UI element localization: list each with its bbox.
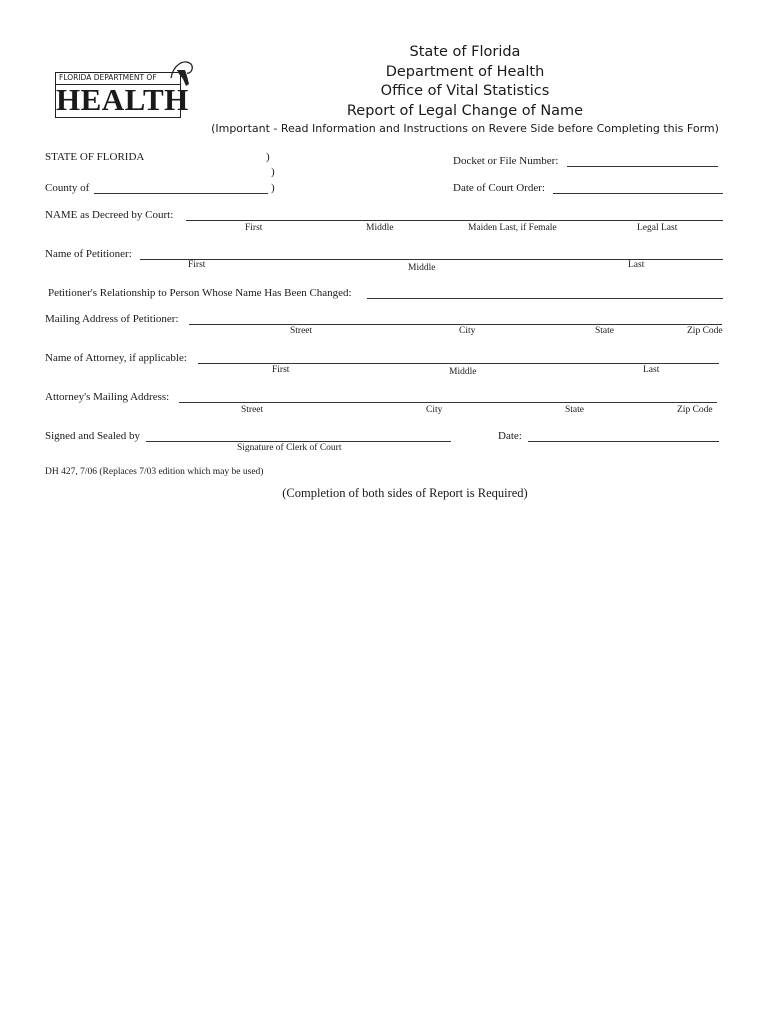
signature-date-field[interactable] [528, 441, 719, 442]
attorney-first-sublabel: First [272, 365, 290, 375]
decreed-first-sublabel: First [245, 223, 263, 233]
clerk-signature-sublabel: Signature of Clerk of Court [237, 443, 342, 453]
attorney-name-field[interactable] [198, 363, 719, 364]
name-decreed-label: NAME as Decreed by Court: [45, 209, 174, 221]
florida-map-icon [167, 56, 195, 90]
mailing-city-sublabel: City [459, 326, 476, 336]
attorney-middle-sublabel: Middle [449, 367, 477, 377]
important-note: (Important - Read Information and Instructions on Revere Side before Completing this Form) [211, 122, 719, 135]
attorney-last-sublabel: Last [643, 365, 660, 375]
decreed-legal-last-sublabel: Legal Last [637, 223, 678, 233]
title-line-3: Office of Vital Statistics [380, 83, 550, 99]
petitioner-last-sublabel: Last [628, 260, 645, 270]
petitioner-label: Name of Petitioner: [45, 248, 132, 260]
decreed-middle-sublabel: Middle [366, 223, 394, 233]
signed-sealed-label: Signed and Sealed by [45, 430, 141, 442]
logo-health-text: HEALTH [56, 82, 189, 117]
attorney-address-field[interactable] [179, 402, 717, 403]
attorney-state-sublabel: State [565, 405, 584, 415]
doh-logo [55, 72, 189, 118]
petitioner-first-sublabel: First [188, 260, 206, 270]
attorney-city-sublabel: City [426, 405, 443, 415]
relationship-label: Petitioner's Relationship to Person Whose Name Has Been Changed: [48, 287, 352, 299]
title-line-4: Report of Legal Change of Name [346, 102, 584, 119]
caption-paren-2: ) [271, 166, 275, 178]
attorney-label: Name of Attorney, if applicable: [45, 352, 187, 364]
decreed-maiden-sublabel: Maiden Last, if Female [468, 223, 557, 233]
title-line-1: State of Florida [409, 44, 521, 60]
title-line-2: Department of Health [385, 63, 545, 80]
mailing-address-field[interactable] [189, 324, 722, 325]
relationship-field[interactable] [367, 298, 723, 299]
court-order-date-label: Date of Court Order: [453, 182, 545, 194]
county-label: County of [45, 182, 90, 194]
signature-date-label: Date: [498, 430, 522, 442]
mailing-address-label: Mailing Address of Petitioner: [45, 313, 179, 325]
attorney-zip-sublabel: Zip Code [677, 405, 713, 415]
mailing-state-sublabel: State [595, 326, 614, 336]
petitioner-middle-sublabel: Middle [408, 263, 436, 273]
name-decreed-field[interactable] [186, 220, 723, 221]
caption-paren-1: ) [266, 151, 270, 163]
form-title [315, 43, 615, 121]
completion-note: (Completion of both sides of Report is Required) [282, 486, 528, 500]
attorney-street-sublabel: Street [241, 405, 264, 415]
court-order-date-field[interactable] [553, 193, 723, 194]
clerk-signature-field[interactable] [146, 441, 451, 442]
mailing-street-sublabel: Street [290, 326, 313, 336]
attorney-address-label: Attorney's Mailing Address: [45, 391, 170, 403]
docket-label: Docket or File Number: [453, 155, 559, 167]
logo-department-text: FLORIDA DEPARTMENT OF [55, 72, 181, 85]
docket-number-field[interactable] [567, 166, 718, 167]
form-id-note: DH 427, 7/06 (Replaces 7/03 edition which may be used) [45, 467, 264, 477]
state-of-florida-label: STATE OF FLORIDA [45, 151, 145, 163]
county-paren: ) [271, 182, 275, 194]
county-field[interactable] [94, 193, 268, 194]
mailing-zip-sublabel: Zip Code [687, 326, 723, 336]
